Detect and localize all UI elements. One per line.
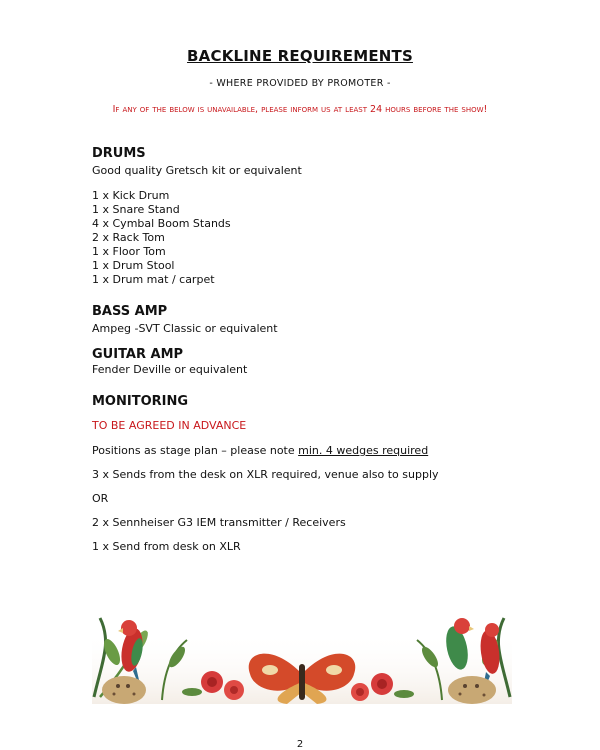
bass-amp-heading: BASS AMP — [92, 304, 168, 319]
monitoring-sends: 3 x Sends from the desk on XLR required, venue also to supply — [92, 468, 439, 481]
monitoring-notice: TO BE AGREED IN ADVANCE — [92, 419, 247, 432]
monitoring-or: OR — [92, 492, 109, 505]
drums-heading: DRUMS — [92, 146, 146, 161]
page-number: 2 — [296, 739, 304, 750]
wedges-requirement: min. 4 wedges required — [298, 444, 429, 457]
bass-amp-description: Ampeg -SVT Classic or equivalent — [92, 322, 278, 335]
guitar-amp-heading: GUITAR AMP — [92, 347, 184, 362]
list-item: 1 x Snare Stand — [92, 203, 180, 216]
positions-prefix: Positions as stage plan – please note — [92, 444, 299, 457]
decorative-banner-illustration — [92, 612, 512, 704]
list-item: 1 x Drum Stool — [92, 259, 175, 272]
list-item: 2 x Rack Tom — [92, 231, 165, 244]
left-leopard-icon — [102, 676, 146, 704]
warning-notice: If any of the below is unavailable, please inform us at least 24 hours before the show! — [112, 104, 488, 115]
drums-item-list — [92, 189, 231, 287]
list-item: 1 x Kick Drum — [92, 189, 170, 202]
list-item: 1 x Floor Tom — [92, 245, 166, 258]
monitoring-heading: MONITORING — [92, 394, 189, 409]
monitoring-send-desk: 1 x Send from desk on XLR — [92, 540, 241, 553]
guitar-amp-description: Fender Deville or equivalent — [92, 363, 248, 376]
list-item: 4 x Cymbal Boom Stands — [92, 217, 231, 230]
right-leopard-icon — [448, 676, 496, 704]
page-subtitle: - WHERE PROVIDED BY PROMOTER - — [209, 78, 391, 89]
drums-description: Good quality Gretsch kit or equivalent — [92, 164, 302, 177]
list-item: 1 x Drum mat / carpet — [92, 273, 215, 286]
monitoring-positions — [92, 444, 428, 458]
monitoring-iem: 2 x Sennheiser G3 IEM transmitter / Receivers — [92, 516, 346, 529]
page-title: BACKLINE REQUIREMENTS — [187, 47, 413, 65]
